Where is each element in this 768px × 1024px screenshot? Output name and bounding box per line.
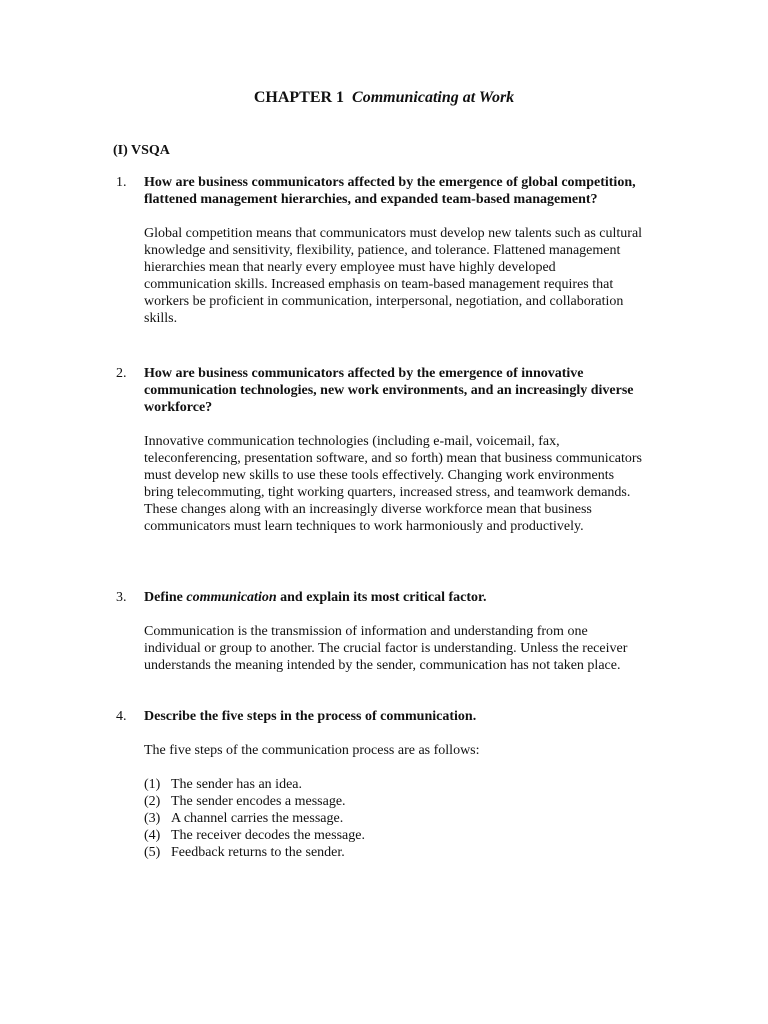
- step-number: (1): [144, 777, 161, 792]
- question-prefix: Define: [144, 590, 187, 605]
- chapter-number: CHAPTER 1: [253, 89, 345, 106]
- step-number: (4): [144, 828, 161, 843]
- question-number: 1.: [116, 175, 127, 190]
- list-item: [144, 793, 643, 810]
- section-heading: (I) VSQA: [113, 143, 170, 158]
- question-text: How are business communicators affected by the emergence of global competition, flattened management hierarchies, and expanded team-based management?: [144, 175, 636, 207]
- step-number: (2): [144, 794, 161, 809]
- steps-list: [144, 776, 643, 861]
- page-title: [0, 88, 768, 108]
- answer-text: Communication is the transmission of information and understanding from one individual or group to another. The crucial factor is understanding. Unless the receiver understands the meaning intended by the sender, communication has not taken place.: [144, 624, 628, 673]
- question-block-3: [113, 589, 643, 674]
- step-text: The sender has an idea.: [171, 777, 302, 792]
- list-item: [144, 827, 643, 844]
- answer-text: The five steps of the communication process are as follows:: [144, 743, 480, 758]
- step-number: (3): [144, 811, 161, 826]
- question-text: [144, 589, 643, 606]
- question-text: How are business communicators affected by the emergence of innovative communication technologies, new work environments, and an increasingly diverse workforce?: [144, 366, 634, 415]
- answer-text: Innovative communication technologies (including e-mail, voicemail, fax, teleconferencing, presentation software, and so forth) mean that business communicators must develop new skills to use these tools effectively. Changing work environments bring telecommuting, tight working quarters, increased stress, and teamwork demands. These changes along with an increasingly diverse workforce mean that business communicators must learn techniques to work harmoniously and productively.: [144, 434, 643, 534]
- step-number: (5): [144, 845, 161, 860]
- question-text: Describe the five steps in the process of communication.: [144, 709, 477, 724]
- question-suffix: and explain its most critical factor.: [276, 590, 487, 605]
- step-text: The receiver decodes the message.: [171, 828, 365, 843]
- question-block-2: [113, 365, 643, 535]
- step-text: The sender encodes a message.: [171, 794, 346, 809]
- list-item: [144, 776, 643, 793]
- step-text: A channel carries the message.: [171, 811, 344, 826]
- answer-text: Global competition means that communicators must develop new talents such as cultural knowledge and sensitivity, flexibility, patience, and tolerance. Flattened management hierarchies mean that nearly every employee must have highly developed communication skills. Increased emphasis on team-based management requires that workers be proficient in communication, interpersonal, negotiation, and collaboration skills.: [144, 226, 643, 326]
- list-item: [144, 844, 643, 861]
- question-term: communication: [186, 590, 277, 605]
- question-block-1: [113, 174, 643, 327]
- question-block-4: [113, 708, 643, 861]
- list-item: [144, 810, 643, 827]
- question-number: 4.: [116, 709, 127, 724]
- question-number: 2.: [116, 366, 127, 381]
- step-text: Feedback returns to the sender.: [171, 845, 345, 860]
- chapter-title: Communicating at Work: [352, 89, 515, 106]
- question-number: 3.: [116, 590, 127, 605]
